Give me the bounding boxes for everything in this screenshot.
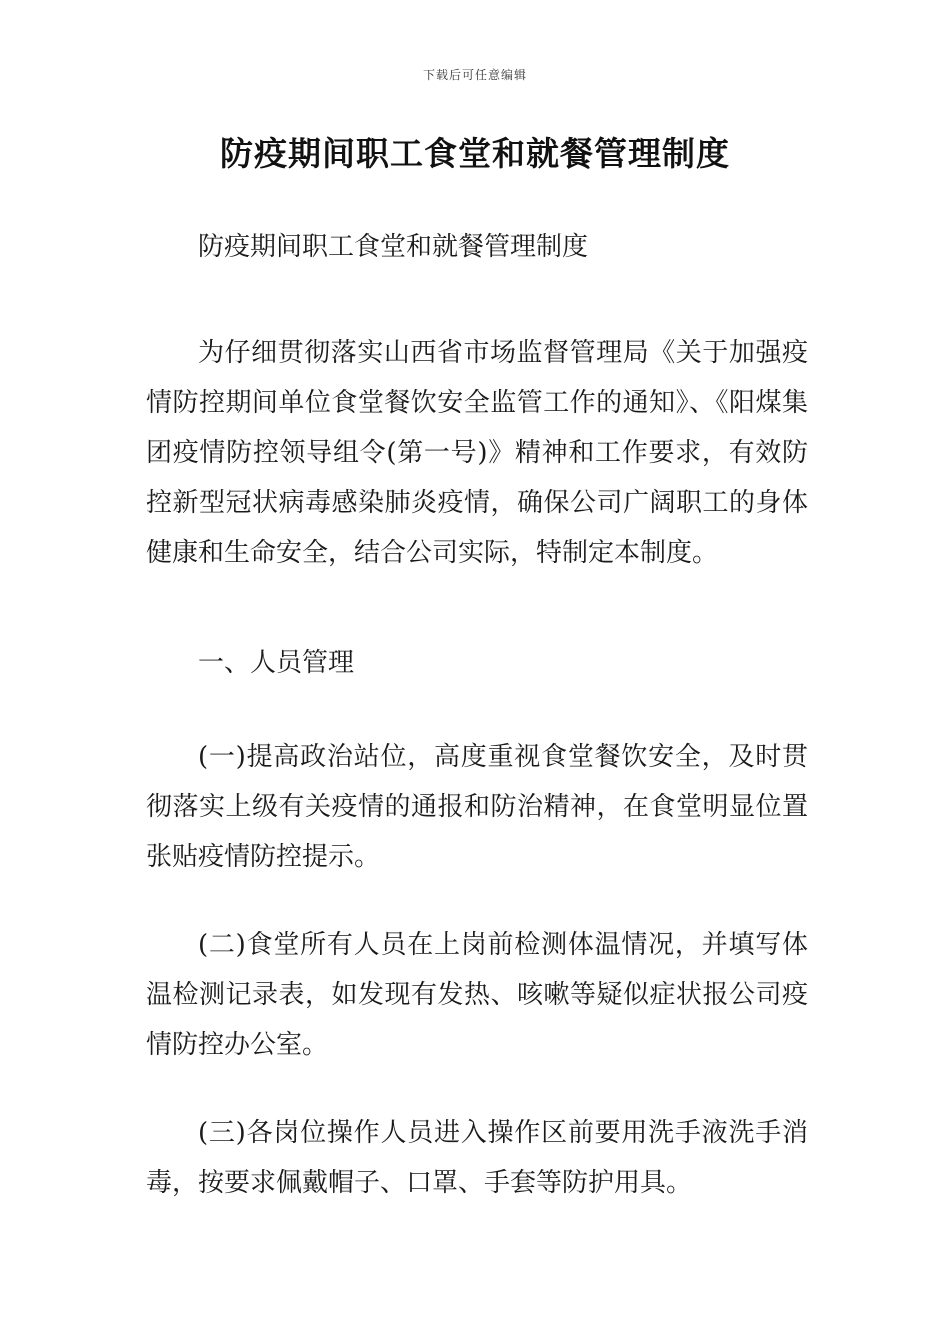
list-item: (二)食堂所有人员在上岗前检测体温情况，并填写体温检测记录表，如发现有发热、咳嗽等疑似症状报公司疫情防控办公室。 xyxy=(146,930,808,1060)
header-note: 下载后可任意编辑 xyxy=(422,68,527,82)
document-title: 防疫期间职工食堂和就餐管理制度 xyxy=(220,134,730,173)
intro-paragraph: 为仔细贯彻落实山西省市场监督管理局《关于加强疫情防控期间单位食堂餐饮安全监管工作的通知》、《阳煤集团疫情防控领导组令(第一号)》精神和工作要求，有效防控新型冠状病毒感染肺炎疫情，确保公司广阔职工的身体健康和生命安全，结合公司实际，特制定本制度。 xyxy=(146,338,808,568)
list-item: (三)各岗位操作人员进入操作区前要用洗手液洗手消毒，按要求佩戴帽子、口罩、手套等防护用具。 xyxy=(146,1118,808,1198)
section-heading: 一、人员管理 xyxy=(198,648,355,678)
list-item: (一)提高政治站位，高度重视食堂餐饮安全，及时贯彻落实上级有关疫情的通报和防治精神，在食堂明显位置张贴疫情防控提示。 xyxy=(146,742,808,872)
document-body xyxy=(146,222,808,1208)
document-subtitle: 防疫期间职工食堂和就餐管理制度 xyxy=(198,232,589,262)
